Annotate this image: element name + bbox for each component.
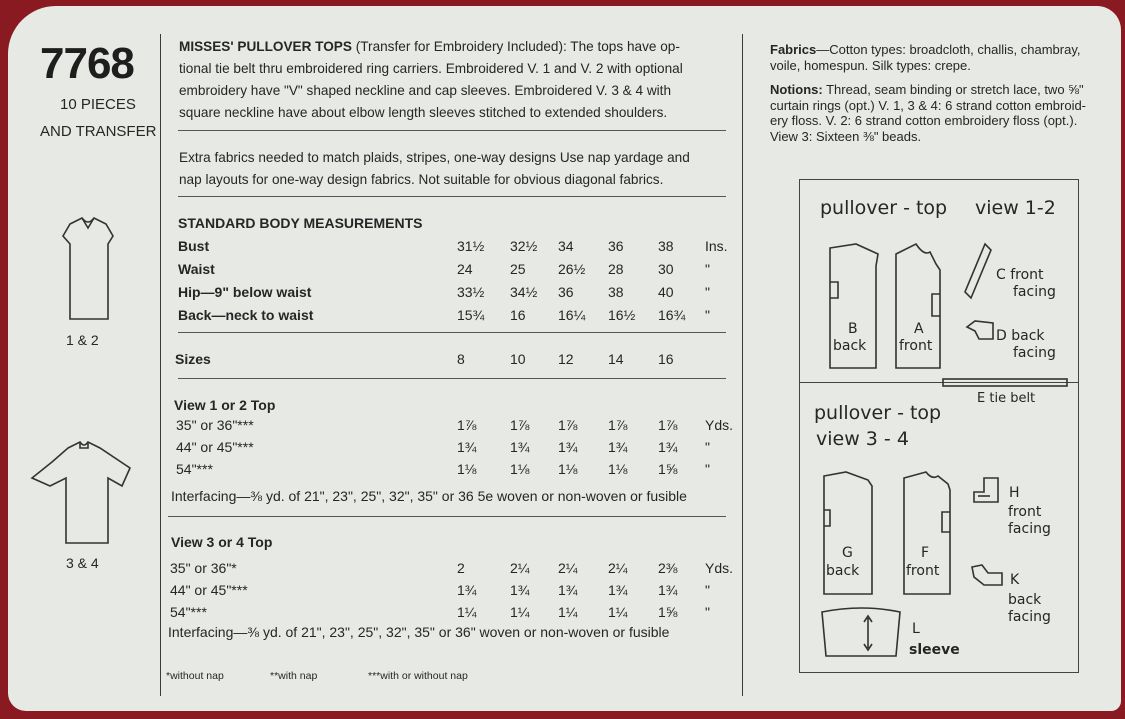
value-cell: 1¾ — [457, 439, 477, 455]
view34-interfacing: Interfacing—⅜ yd. of 21", 23", 25", 32", 35" or 36" woven or non-woven or fusible — [168, 624, 670, 640]
piece-c-name2: facing — [1013, 284, 1056, 300]
piece-d-letter: D — [996, 328, 1007, 344]
unit-cell: " — [705, 307, 710, 323]
value-cell: 16 — [510, 307, 526, 323]
row-label: 35" or 36"* — [170, 560, 237, 576]
row-label: 54"*** — [176, 461, 213, 477]
description-line: embroidery have "V" shaped neckline and cap sleeves. Embroidered V. 3 & 4 with — [179, 83, 672, 98]
value-cell: 1¼ — [558, 604, 578, 620]
value-cell: 28 — [608, 261, 624, 277]
piece-l-sleeve-icon — [818, 604, 904, 660]
unit-cell: Ins. — [705, 238, 728, 254]
measurements-title: STANDARD BODY MEASUREMENTS — [178, 215, 423, 231]
value-cell: 38 — [658, 238, 674, 254]
size-cell: 14 — [608, 351, 624, 367]
diagram12-title: pullover - top — [820, 197, 948, 219]
row-label: Bust — [178, 238, 210, 254]
notions-note — [770, 82, 1086, 144]
row-label: 54"*** — [170, 604, 207, 620]
row-label: Hip—9" below waist — [178, 284, 312, 300]
piece-c-name: front — [1010, 267, 1044, 283]
piece-e-label — [977, 392, 1035, 405]
description-line: square neckline have about elbow length sleeves stitched to extended shoulders. — [179, 105, 668, 120]
piece-c-letter: C — [996, 267, 1006, 283]
diagram34-views: view 3 - 4 — [816, 428, 909, 450]
value-cell: 33½ — [457, 284, 485, 300]
pieces-count: 10 PIECES — [60, 96, 136, 113]
footnote-with-nap: **with nap — [270, 670, 318, 682]
value-cell: 16¾ — [658, 307, 686, 323]
unit-cell: Yds. — [705, 417, 734, 433]
unit-cell: " — [705, 439, 710, 455]
value-cell: 1⅛ — [608, 461, 628, 477]
row-label: Back—neck to waist — [178, 307, 314, 323]
notions-line: curtain rings (opt.) V. 1, 3 & 4: 6 strand cotton embroid- — [770, 97, 1087, 113]
value-cell: 1⅞ — [510, 417, 530, 433]
value-cell: 1¼ — [608, 604, 628, 620]
fabrics-note — [770, 42, 1080, 73]
unit-cell: " — [705, 261, 710, 277]
value-cell: 15¾ — [457, 307, 485, 323]
unit-cell: " — [705, 284, 710, 300]
piece-g-name: back — [826, 563, 860, 579]
value-cell: 2⅜ — [658, 560, 678, 576]
value-cell: 36 — [558, 284, 574, 300]
value-cell: 1¾ — [558, 439, 578, 455]
divider — [178, 196, 726, 197]
sizes-label: Sizes — [175, 351, 211, 367]
view12-interfacing: Interfacing—⅜ yd. of 21", 23", 25", 32", 35" or 36 5e woven or non-woven or fusible — [171, 488, 687, 504]
row-label: 44" or 45"*** — [170, 582, 248, 598]
piece-g-letter: G — [842, 545, 853, 561]
value-cell: 2¼ — [558, 560, 578, 576]
value-cell: 24 — [457, 261, 473, 277]
value-cell: 40 — [658, 284, 674, 300]
transfer-note: AND TRANSFER — [40, 123, 157, 140]
value-cell: 1¾ — [510, 439, 530, 455]
value-cell: 36 — [608, 238, 624, 254]
value-cell: 34 — [558, 238, 574, 254]
divider — [178, 378, 726, 379]
piece-d-name: back — [1011, 328, 1045, 344]
divider — [178, 332, 726, 333]
description-title: MISSES' PULLOVER TOPS — [179, 39, 352, 54]
pattern-number: 7768 — [40, 39, 134, 88]
value-cell: 2 — [457, 560, 465, 576]
value-cell: 1¾ — [457, 582, 477, 598]
value-cell: 1¼ — [510, 604, 530, 620]
piece-d-name2: facing — [1013, 345, 1056, 361]
unit-cell: " — [705, 604, 710, 620]
value-cell: 16½ — [608, 307, 636, 323]
extra-fabrics-line: Extra fabrics needed to match plaids, stripes, one-way designs Use nap yardage and — [179, 150, 690, 165]
extra-fabrics-line: nap layouts for one-way design fabrics. Not suitable for obvious diagonal fabrics. — [179, 172, 664, 187]
piece-b-name: back — [833, 338, 867, 354]
value-cell: 1⅞ — [558, 417, 578, 433]
piece-a-letter: A — [914, 321, 924, 337]
value-cell: 1⅛ — [457, 461, 477, 477]
size-cell: 10 — [510, 351, 526, 367]
piece-e-name: tie belt — [989, 391, 1036, 406]
extra-fabrics-note — [179, 147, 690, 191]
size-cell: 16 — [658, 351, 674, 367]
piece-c-front-facing-icon — [963, 242, 993, 302]
value-cell: 1¾ — [558, 582, 578, 598]
notions-line: Thread, seam binding or stretch lace, two ⅝" — [822, 82, 1084, 97]
column-divider-left — [160, 34, 161, 696]
piece-c-label — [996, 268, 1044, 282]
piece-k-name: back — [1008, 592, 1042, 608]
unit-cell: " — [705, 582, 710, 598]
view-label-3-4: 3 & 4 — [66, 555, 99, 571]
value-cell: 2¼ — [510, 560, 530, 576]
value-cell: 1¾ — [510, 582, 530, 598]
row-label: Waist — [178, 261, 215, 277]
piece-f-name: front — [906, 563, 940, 579]
description-line: (Transfer for Embroidery Included): The tops have op- — [351, 39, 680, 54]
piece-k-name2: facing — [1008, 609, 1051, 625]
piece-h-name: front — [1008, 504, 1042, 520]
piece-a-name: front — [899, 338, 933, 354]
value-cell: 1⅞ — [608, 417, 628, 433]
piece-h-front-facing-icon — [970, 476, 1002, 504]
piece-l-name: sleeve — [909, 642, 960, 658]
notions-label: Notions: — [770, 82, 823, 97]
value-cell: 1⅛ — [510, 461, 530, 477]
pattern-envelope-back — [8, 6, 1121, 711]
value-cell: 1¾ — [608, 439, 628, 455]
piece-k-letter: K — [1010, 572, 1020, 588]
size-cell: 12 — [558, 351, 574, 367]
view-1-2-sketch-icon — [58, 214, 118, 324]
value-cell: 1⅞ — [658, 417, 678, 433]
value-cell: 1⅛ — [558, 461, 578, 477]
piece-d-back-facing-icon — [965, 319, 997, 343]
column-divider-right — [742, 34, 743, 696]
piece-h-letter: H — [1009, 485, 1020, 501]
view-3-4-sketch-icon — [28, 438, 138, 548]
value-cell: 1⅞ — [457, 417, 477, 433]
row-label: 35" or 36"*** — [176, 417, 254, 433]
piece-l-letter: L — [912, 621, 920, 637]
piece-f-letter: F — [921, 545, 930, 561]
diagram12-views: view 1-2 — [975, 197, 1056, 219]
footnote-with-or-without-nap: ***with or without nap — [368, 670, 468, 682]
piece-e-tie-belt-icon — [941, 377, 1071, 389]
fabrics-line: —Cotton types: broadcloth, challis, chambray, — [816, 42, 1081, 57]
view-label-1-2: 1 & 2 — [66, 332, 99, 348]
divider — [168, 516, 726, 517]
value-cell: 31½ — [457, 238, 485, 254]
unit-cell: Yds. — [705, 560, 734, 576]
description — [179, 36, 683, 124]
notions-line: View 3: Sixteen ⅜" beads. — [770, 128, 922, 144]
value-cell: 34½ — [510, 284, 538, 300]
row-label: 44" or 45"*** — [176, 439, 254, 455]
value-cell: 1¾ — [658, 439, 678, 455]
notions-line: ery floss. V. 2: 6 strand cotton embroidery floss (opt.). — [770, 113, 1078, 128]
piece-h-name2: facing — [1008, 521, 1051, 537]
value-cell: 38 — [608, 284, 624, 300]
value-cell: 1⅝ — [658, 604, 678, 620]
value-cell: 1¾ — [608, 582, 628, 598]
value-cell: 1⅝ — [658, 461, 678, 477]
size-cell: 8 — [457, 351, 465, 367]
diagram34-title: pullover - top — [814, 402, 942, 424]
value-cell: 2¼ — [608, 560, 628, 576]
value-cell: 30 — [658, 261, 674, 277]
divider — [178, 130, 726, 131]
value-cell: 16¼ — [558, 307, 586, 323]
footnote-without-nap: *without nap — [166, 670, 224, 682]
value-cell: 1¾ — [658, 582, 678, 598]
value-cell: 1¼ — [457, 604, 477, 620]
unit-cell: " — [705, 461, 710, 477]
fabrics-line: voile, homespun. Silk types: crepe. — [770, 57, 971, 73]
view34-title: View 3 or 4 Top — [171, 534, 273, 550]
piece-e-letter: E — [977, 391, 986, 406]
piece-b-letter: B — [848, 321, 858, 337]
value-cell: 26½ — [558, 261, 586, 277]
value-cell: 25 — [510, 261, 526, 277]
view12-title: View 1 or 2 Top — [174, 397, 276, 413]
piece-d-label — [996, 329, 1045, 343]
value-cell: 32½ — [510, 238, 538, 254]
piece-k-back-facing-icon — [970, 563, 1006, 589]
description-line: tional tie belt thru embroidered ring carriers. Embroidered V. 1 and V. 2 with optional — [179, 61, 683, 76]
fabrics-label: Fabrics — [770, 42, 817, 57]
